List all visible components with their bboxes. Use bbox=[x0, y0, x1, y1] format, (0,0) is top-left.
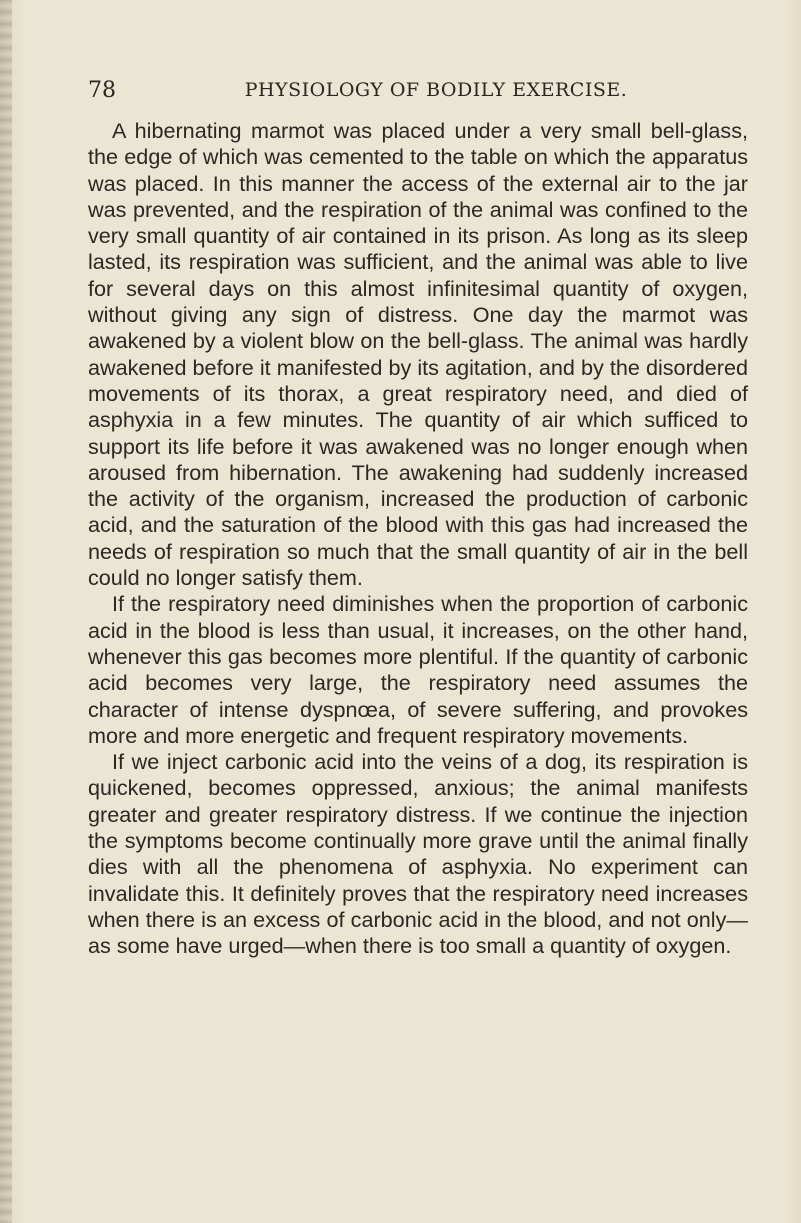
paragraph-marmot-experiment: A hibernating marmot was placed under a very small bell-glass, the edge of which was cemented to the table on which the apparatus was placed. In this manner the access of the external air to the jar was prevented, and the respiration of the animal was confined to the very small quantity of air contained in its prison. As long as its sleep lasted, its respiration was sufficient, and the animal was able to live for several days on this almost infinitesimal quantity of oxygen, without giving any sign of distress. One day the marmot was awakened by a violent blow on the bell-glass. The animal was hardly awakened before it manifested by its agitation, and by the disordered movements of its thorax, a great respiratory need, and died of asphyxia in a few minutes. The quantity of air which sufficed to support its life before it was awakened was no longer enough when aroused from hibernation. The awakening had suddenly increased the activity of the organism, increased the production of carbonic acid, and the saturation of the blood with this gas had increased the needs of respiration so much that the small quantity of air in the bell could no longer satisfy them. bbox=[88, 118, 748, 591]
paragraph-dog-injection: If we inject carbonic acid into the veins of a dog, its respiration is quickened, becomes oppressed, anxious; the animal manifests greater and greater respiratory distress. If we continue the injection the symptoms become continually more grave until the animal finally dies with all the phenomena of asphyxia. No experiment can invalidate this. It definitely proves that the respiratory need increases when there is an excess of carbonic acid in the blood, and not only—as some have urged—when there is too small a quantity of oxygen. bbox=[88, 749, 748, 959]
page-spine-edge bbox=[0, 0, 12, 1223]
running-title: PHYSIOLOGY OF BODILY EXERCISE. bbox=[244, 79, 628, 101]
body-text bbox=[88, 118, 748, 960]
paragraph-respiratory-need: If the respiratory need diminishes when the proportion of carbonic acid in the blood is less than usual, it increases, on the other hand, whenever this gas becomes more plentiful. If the quantity of carbonic acid becomes very large, the respiratory need assumes the character of intense dyspnœa, of severe suffering, and provokes more and more energetic and frequent respiratory movements. bbox=[88, 591, 748, 748]
page-number: 78 bbox=[88, 78, 116, 103]
page-header bbox=[88, 78, 748, 108]
